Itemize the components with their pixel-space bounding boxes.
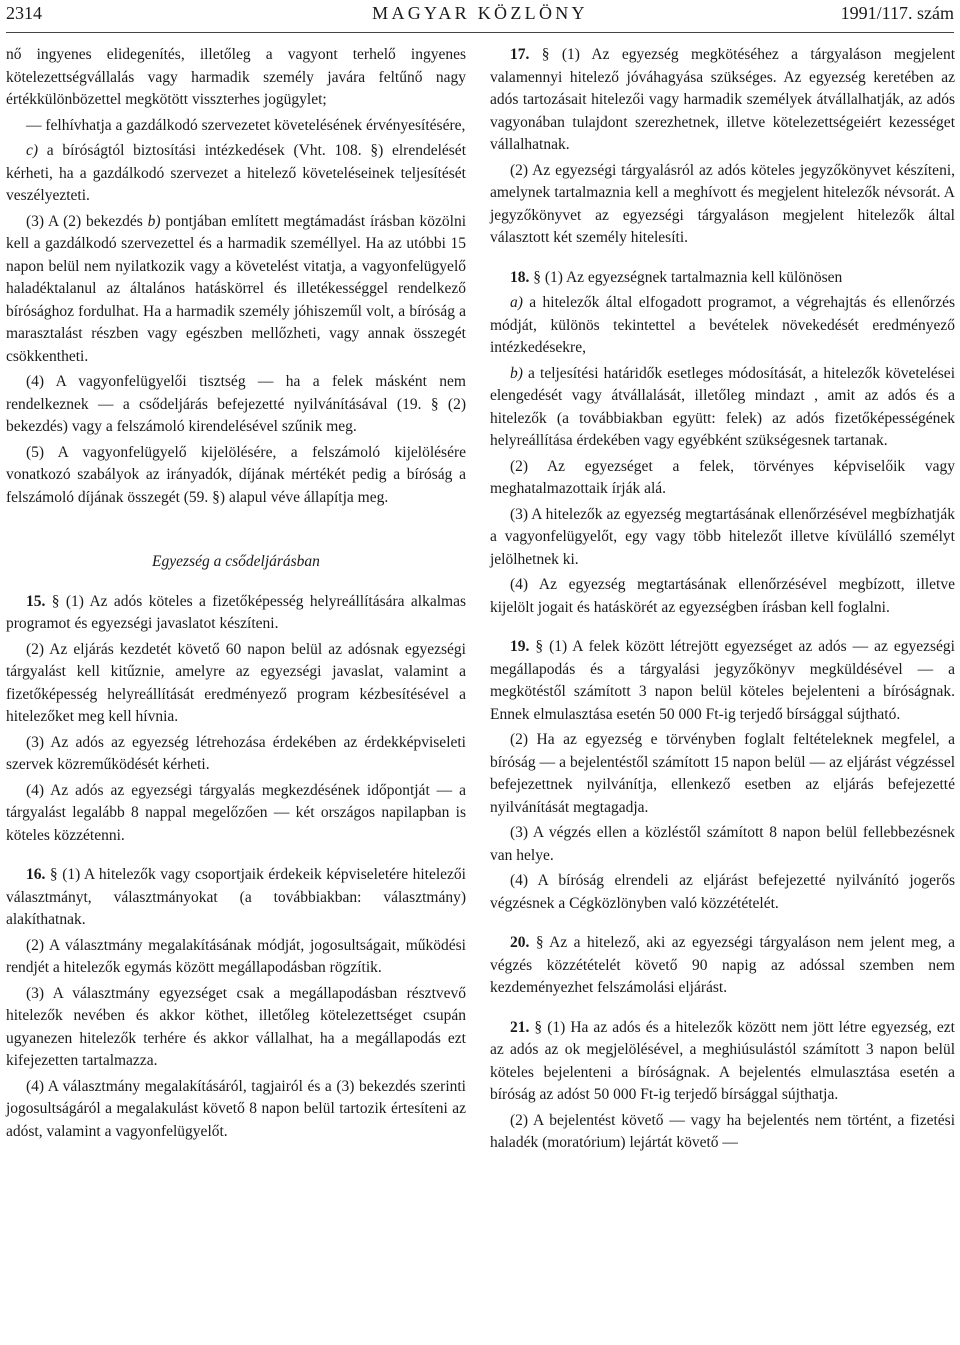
paragraph: (5) A vagyonfelügyelő kijelölésére, a felszámoló kijelölésére vonatkozó szabályok az irányadók, díjának mértékét pedig a bíróság a felszámoló díjának összegét (59. §) alapul véve állapítja meg. [6,443,466,506]
left-column [6,44,466,1146]
paragraph: (3) A végzés ellen a közléstől számított 8 napon belül fellebbezésnek van helye. [490,824,955,864]
paragraph-text: pontjában említett megtámadást írásban közölni kell a gazdálkodó szervezettel és a harmadik személlyel. Ha az utóbbi 15 napon belül nem nyilatkozik vagy a követelést vitatja, a vagyonfelügyelő haladéktalanul az általános hatáskörrel és illetékességgel rendelkező bírósághoz fordulhat. Ha a harmadik személy jóhiszeműl volt, a bíróság a marasztalást részben vagy egészben mellőzheti, vagy annak összegét csökkentheti. [6,212,466,365]
paragraph [490,267,955,290]
paragraph-text: § (1) Ha az adós és a hitelezők között nem jött létre egyezség, ezt az adós az ok megjelölésével, a meghiúsulástól számított 3 napon belül köteles bejelenteni a bíróságnak. A bejelentés elmulasztása esetén a bíróság az adóst 50 000 Ft-ig terjedő bírsággal sújthatja. [490,1018,955,1103]
paragraph [490,292,955,360]
paragraph-text: § Az a hitelező, aki az egyezségi tárgyaláson nem jelent meg, a végzés közzétételét követő 90 napig az adóssal szemben nem kezdeményezhet felszámolási eljárást. [490,934,955,996]
point-letter: a) [510,294,523,311]
paragraph: (3) A választmány egyezséget csak a megállapodásban résztvevő hitelezők nevében és akkor köthet, illetőleg kötelezettséget csupán ugyanezen hitelezők terhére és akkor vállalhat, ha a megállapodás ezt kifejezetten tartalmazza. [6,984,466,1069]
paragraph [6,591,466,636]
paragraph [490,1017,955,1107]
paragraph [490,44,955,157]
paragraph-text: § (1) Az egyezségnek tartalmaznia kell különösen [529,268,843,286]
paragraph-text: (3) A (2) bekezdés [26,212,148,230]
paragraph-text: a hitelezők által elfogadott programot, a végrehajtás és ellenőrzés módját, különös tekintettel a bevételek növekedését eredményező intézkedésekre, [490,294,955,356]
paragraph-text: § (1) A felek között létrejött egyezséget az adós — az egyezségi megállapodás és a tárgyalási jegyzőkönyv megküldésével — a megkötéstől számított 3 napon belül köteles bejelenteni a bíróságnak. Ennek elmulasztása esetén 50 000 Ft-ig terjedő bírsággal sújtható. [490,638,955,723]
section-number: 20. [510,934,530,951]
paragraph [490,636,955,726]
paragraph: (4) A választmány megalakításáról, tagjairól és a (3) bekezdés szerinti jogosultságáról a megalakulást követő 8 napon belül tartozik értesíteni az adóst, valamint a vagyonfelügyelőt. [6,1077,466,1140]
paragraph: (4) A vagyonfelügyelői tisztség — ha a felek másként nem rendelkeznek — a csődeljárás befejezetté nyilvánításával (19. § (2) bekezdés) vagy a felszámoló kirendelésével szűnik meg. [6,373,466,435]
section-number: 18. [510,268,530,286]
right-column [490,44,955,1158]
section-title: Egyezség a csődeljárásban [152,553,320,570]
paragraph-text: § (1) Az adós köteles a fizetőképesség helyreállítására alkalmas programot és egyezségi javaslatot készíteni. [6,592,466,632]
paragraph [6,211,466,369]
paragraph: (3) A hitelezők az egyezség megtartásának ellenőrzésével megbízhatják a vagyonfelügyelőt, egy vagy több hitelezőt illetve kívülálló személyt jelölhetnek ki. [490,505,955,568]
point-letter: b) [510,364,523,382]
paragraph: (4) Az adós az egyezségi tárgyalás megkezdésének időpontját — a tárgyalást legalább 8 nappal megelőzően — két országos napilapban is köteles közzétenni. [6,781,466,844]
paragraph-text: a teljesítési határidők esetleges módosítását, a hitelezők követelései elengedését vagy átvállalását, illetőleg mindazt , amit az adós és a hitelezők (a továbbiakban együtt: felek) az adós fizetőképességének helyreállítása érdekében vagy egyébként szükségesnek tartanak. [490,364,955,449]
paragraph: (3) Az adós az egyezség létrehozása érdekében az érdekképviseleti szervek közreműködését kérheti. [6,733,466,773]
paragraph: (4) Az egyezség megtartásának ellenőrzésével megbízott, illetve kijelölt jogait és hatáskörét az egyezségben írásban kell foglalni. [490,576,955,616]
paragraph: (2) Az egyezségi tárgyalásról az adós köteles jegyzőkönyvet készíteni, amelynek tartalmaznia kell a meghívott és megjelent hitelezők névsorát. A jegyzőkönyvet az egyezségi tárgyaláson megjelent hitelezők által választott két személy hitelesíti. [490,161,955,246]
section-number: 17. [510,46,530,63]
paragraph: (2) Ha az egyezség e törvényben foglalt feltételeknek megfelel, a bíróság — a bejelentéstől számított 15 napon belül — az eljárást végzéssel befejezettnek nyilvánítja, ellenkező esetben az eljárás befejezetté nyilvánítását megtagadja. [490,731,955,816]
section-number: 15. [26,592,46,610]
section-number: 19. [510,638,530,655]
paragraph-text: § (1) A hitelezők vagy csoportjaik érdekeik képviseletére hitelezői választmányt, választmányokat (a továbbiakban: választmány) alakíthatnak. [6,866,466,928]
paragraph-text: a bíróságtól biztosítási intézkedések (Vht. 108. §) elrendelését kérheti, ha a gazdálkodó szervezet a hitelező követeléseinek teljesítését veszélyezteti. [6,142,466,204]
paragraph: (2) A bejelentést követő — vagy ha bejelentés nem történt, a fizetési haladék (moratórium) lejártát követő — [490,1111,955,1151]
page-number: 2314 [6,3,42,23]
section-number: 21. [510,1018,530,1036]
paragraph [490,363,955,453]
paragraph [6,864,466,932]
paragraph: (2) Az egyezséget a felek, törvényes képviselőik vagy meghatalmazottaik írják alá. [490,457,955,497]
paragraph: (2) A választmány megalakításának módját, jogosultságait, működési rendjét a hitelezők egymás között megállapodásban rögzítik. [6,936,466,976]
paragraph [6,140,466,208]
journal-title: MAGYAR KÖZLÖNY [372,3,588,23]
point-letter: c) [26,142,39,159]
paragraph: (2) Az eljárás kezdetét követő 60 napon belül az adósnak egyezségi tárgyalást kell kitűznie, amelyre az egyezségi javaslat, valamint a fizetőképesség helyreállítását eredményező program kézbesítésével a hitelezőket meg kell hívnia. [6,640,466,725]
section-number: 16. [26,866,46,883]
page-header [6,0,954,33]
point-letter: b) [147,212,161,230]
paragraph-text: § (1) Az egyezség megkötéséhez a tárgyaláson megjelent valamennyi hitelező jóváhagyása szükséges. Az egyezség keretében az adós tartozásait hitelezői vagy harmadik személyek átvállalhatják, az adós vagyonában tulajdont szerezhetnek, illetve kötelezettségeiért kezességet vállalhatnak. [490,46,955,153]
paragraph: — felhívhatja a gazdálkodó szervezetet követelésének érvényesítésére, [26,116,466,134]
paragraph: nő ingyenes elidegenítés, illetőleg a vagyont terhelő ingyenes kötelezettségvállalás vagy harmadik személy javára feltűnő nagy értékkülönbözettel megkötött visszterhes jogügylet; [6,46,466,108]
issue-number: 1991/117. szám [840,3,954,23]
paragraph [490,932,955,1000]
paragraph: (4) A bíróság elrendeli az eljárást befejezetté nyilvánító jogerős végzésnek a Cégközlönyben való közzétételét. [490,872,955,912]
